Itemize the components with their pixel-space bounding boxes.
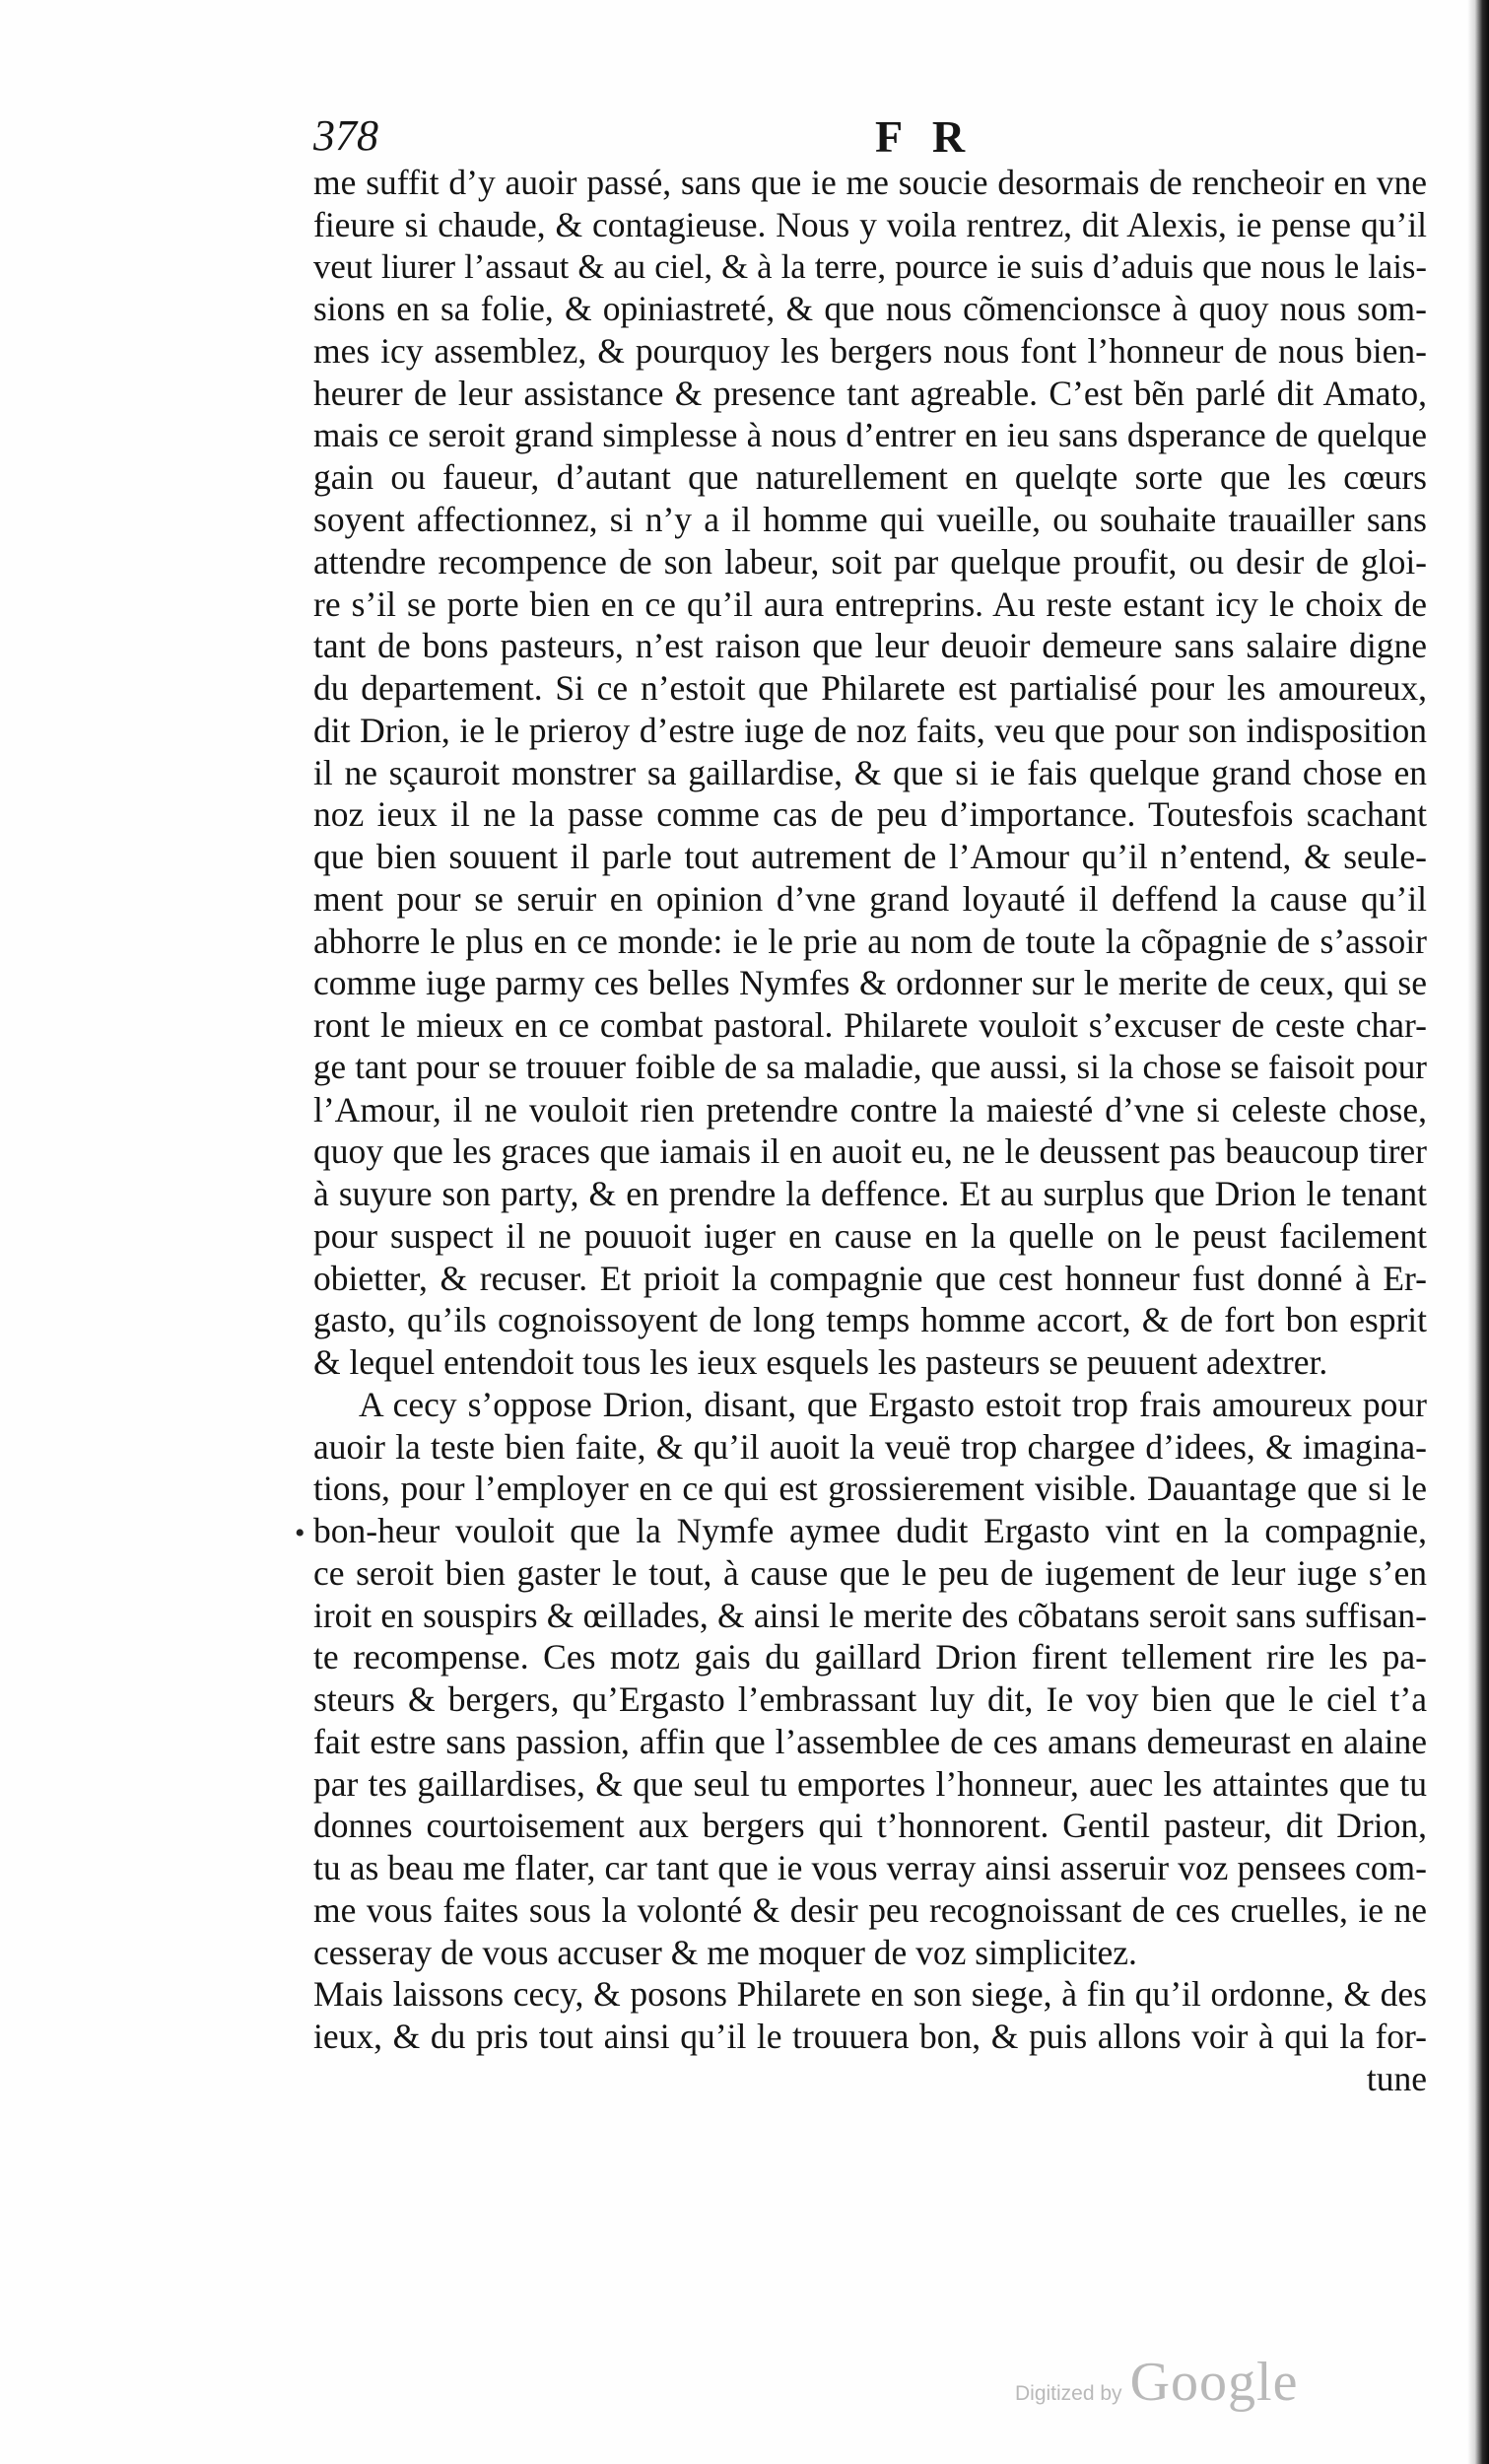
margin-mark: • — [295, 1517, 305, 1549]
text-line: obietter, & recuser. Et prioit la compagnie que cest honneur fust donné à Er- — [313, 1258, 1427, 1298]
text-line: ment pour se seruir en opinion d’vne grand loyauté il deffend la cause qu’il — [313, 878, 1427, 919]
paragraph-first-line: A cecy s’oppose Drion, disant, que Ergasto estoit trop frais amoureux pour — [359, 1384, 1427, 1424]
catchword: tune — [1366, 2058, 1427, 2098]
text-line: cesseray de vous accuser & me moquer de voz simplicitez. — [313, 1932, 1137, 1972]
text-line: ieux, & du pris tout ainsi qu’il le trouuera bon, & puis allons voir à qui la for- — [313, 2017, 1427, 2056]
body-text — [313, 162, 1427, 2100]
text-line: veut liurer l’assaut & au ciel, & à la terre, pource ie suis d’aduis que nous le lais- — [313, 246, 1427, 286]
paragraph-first-line: Mais laissons cecy, & posons Philarete en son siege, à fin qu’il ordonne, & des — [313, 1974, 1427, 2015]
text-line: steurs & bergers, qu’Ergasto l’embrassant luy dit, Ie voy bien que le ciel t’a — [313, 1679, 1427, 1719]
text-line: & lequel entendoit tous les ieux esquels les pasteurs se peuuent adextrer. — [313, 1342, 1328, 1382]
text-line: donnes courtoisement aux bergers qui t’honnorent. Gentil pasteur, dit Drion, — [313, 1806, 1427, 1846]
text-line: fait estre sans passion, affin que l’assemblee de ces amans demeurast en alaine — [313, 1721, 1427, 1761]
text-line: fieure si chaude, & contagieuse. Nous y voila rentrez, dit Alexis, ie pense qu’il — [313, 204, 1427, 244]
google-logo: Google — [1129, 2352, 1299, 2413]
running-head: F R — [875, 111, 976, 162]
text-line: te recompense. Ces motz gais du gaillard Drion firent tellement rire les pa- — [313, 1637, 1427, 1677]
text-line: me vous faites sous la volonté & desir peu recognoissant de ces cruelles, ie ne — [313, 1889, 1427, 1930]
text-line: tu as beau me flater, car tant que ie vous verray ainsi asseruir voz pensees com- — [313, 1848, 1427, 1887]
text-line: bon-heur vouloit que la Nymfe aymee dudit Ergasto vint en la compagnie, — [313, 1511, 1427, 1550]
text-line: ront le mieux en ce combat pastoral. Philarete vouloit s’excuser de ceste char- — [313, 1005, 1427, 1045]
digitized-by-label: Digitized by — [1015, 2382, 1122, 2405]
text-line: que bien souuent il parle tout autrement de l’Amour qu’il n’entend, & seule- — [313, 837, 1427, 876]
text-line: comme iuge parmy ces belles Nymfes & ordonner sur le merite de ceux, qui se — [313, 963, 1427, 1003]
text-line: tant de bons pasteurs, n’est raison que leur deuoir demeure sans salaire digne — [313, 626, 1427, 666]
text-line: iroit en souspirs & œillades, & ainsi le merite des cõbatans seroit sans suffisan- — [313, 1595, 1427, 1635]
text-line: pour suspect il ne pouuoit iuger en cause en la quelle on le peust facilement — [313, 1215, 1427, 1256]
text-line: gain ou faueur, d’autant que naturellement en quelqte sorte que les cœurs — [313, 457, 1427, 498]
text-line: attendre recompence de son labeur, soit par quelque proufit, ou desir de gloi- — [313, 541, 1427, 582]
text-line: tions, pour l’employer en ce qui est grossierement visible. Dauantage que si le — [313, 1469, 1427, 1509]
text-line: dit Drion, ie le prieroy d’estre iuge de noz faits, veu que pour son indisposition — [313, 710, 1427, 750]
text-line: du departement. Si ce n’estoit que Philarete est partialisé pour les amoureux, — [313, 668, 1427, 708]
text-line: gasto, qu’ils cognoissoyent de long temps homme accort, & de fort bon esprit — [313, 1300, 1427, 1340]
text-line: heurer de leur assistance & presence tant agreable. C’est bẽn parlé dit Amato, — [313, 373, 1427, 413]
text-line: auoir la teste bien faite, & qu’il auoit la veuë trop chargee d’idees, & imagina- — [313, 1426, 1427, 1467]
text-line: mais ce seroit grand simplesse à nous d’entrer en ieu sans dsperance de quelque — [313, 415, 1427, 454]
page-number: 378 — [313, 111, 378, 160]
text-line: abhorre le plus en ce monde: ie le prie au nom de toute la cõpagnie de s’assoir — [313, 921, 1427, 961]
text-line: mes icy assemblez, & pourquoy les bergers nous font l’honneur de nous bien- — [313, 331, 1427, 371]
text-line: ce seroit bien gaster le tout, à cause que le peu de iugement de leur iuge s’en — [313, 1552, 1427, 1593]
text-line: re s’il se porte bien en ce qu’il aura entreprins. Au reste estant icy le choix de — [313, 583, 1427, 624]
binding-edge-shadow — [1467, 0, 1489, 2464]
text-line: quoy que les graces que iamais il en auoit eu, ne le deussent pas beaucoup tirer — [313, 1131, 1427, 1172]
text-line: me suffit d’y auoir passé, sans que ie me soucie desormais de rencheoir en vne — [313, 163, 1427, 202]
text-line: il ne sçauroit monstrer sa gaillardise, & que si ie fais quelque grand chose en — [313, 752, 1427, 792]
text-line: noz ieux il ne la passe comme cas de peu d’importance. Toutesfois scachant — [313, 794, 1427, 835]
page-header — [313, 110, 1427, 170]
text-line: soyent affectionnez, si n’y a il homme qui vueille, ou souhaite trauailler sans — [313, 500, 1427, 539]
text-line: par tes gaillardises, & que seul tu emportes l’honneur, auec les attaintes que tu — [313, 1763, 1427, 1804]
digitized-by-google-watermark — [1015, 2351, 1298, 2420]
text-line: l’Amour, il ne vouloit rien pretendre contre la maiesté d’vne si celeste chose, — [313, 1089, 1427, 1129]
text-line: sions en sa folie, & opiniastreté, & que nous cõmencionsce à quoy nous som- — [313, 289, 1427, 329]
text-line: à suyure son party, & en prendre la deffence. Et au surplus que Drion le tenant — [313, 1174, 1427, 1213]
text-line: ge tant pour se trouuer foible de sa maladie, que aussi, si la chose se faisoit pour — [313, 1047, 1427, 1086]
